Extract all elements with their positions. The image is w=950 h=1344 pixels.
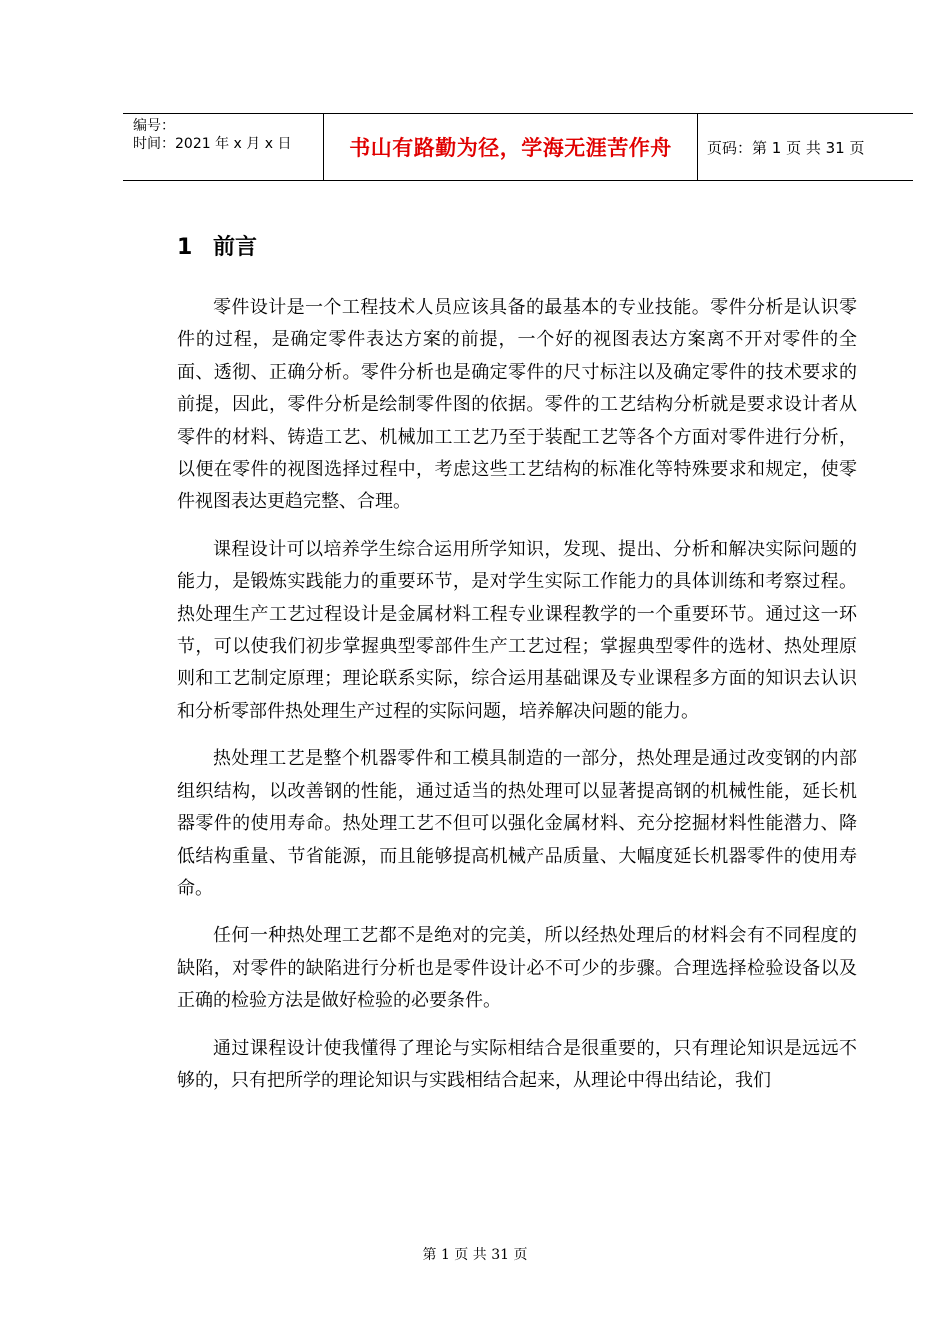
section-number: 1: [177, 235, 193, 260]
header-motto-cell: [324, 114, 698, 180]
paragraph: 通过课程设计使我懂得了理论与实际相结合是很重要的，只有理论知识是远远不够的，只有把所学的理论知识与实践相结合起来，从理论中得出结论，我们: [177, 1037, 857, 1091]
paragraph: 任何一种热处理工艺都不是绝对的完美，所以经热处理后的材料会有不同程度的缺陷，对零件的缺陷进行分析也是零件设计必不可少的步骤。合理选择检验设备以及正确的检验方法是做好检验的必要条件。: [177, 925, 857, 1012]
page-footer: 第 1 页 共 31 页: [422, 1247, 528, 1263]
header-page-cell: [698, 114, 913, 180]
header-page-info: 页码：第 1 页 共 31 页: [707, 138, 865, 157]
header-meta-cell: [123, 114, 324, 180]
header-motto: 书山有路勤为径，学海无涯苦作舟: [349, 136, 672, 160]
document-time-label: 时间：2021 年 x 月 x 日: [133, 136, 292, 152]
body-text: [177, 292, 857, 1112]
paragraph: 零件设计是一个工程技术人员应该具备的最基本的专业技能。零件分析是认识零件的过程，是确定零件表达方案的前提，一个好的视图表达方案离不开对零件的全面、透彻、正确分析。零件分析也是确定零件的尺寸标注以及确定零件的技术要求的前提，因此，零件分析是绘制零件图的依据。零件的工艺结构分析就是要求设计者从零件的材料、铸造工艺、机械加工工艺乃至于装配工艺等各个方面对零件进行分析，以便在零件的视图选择过程中，考虑这些工艺结构的标准化等特殊要求和规定，使零件视图表达更趋完整、合理。: [177, 297, 857, 513]
paragraph: 热处理工艺是整个机器零件和工模具制造的一部分，热处理是通过改变钢的内部组织结构，以改善钢的性能，通过适当的热处理可以显著提高钢的机械性能，延长机器零件的使用寿命。热处理工艺不但可以强化金属材料、充分挖掘材料性能潜力、降低结构重量、节省能源，而且能够提高机械产品质量、大幅度延长机器零件的使用寿命。: [177, 748, 857, 899]
document-number-label: 编号：: [133, 118, 175, 134]
section-title: 前言: [213, 235, 258, 260]
section-heading: [177, 230, 257, 261]
paragraph: 课程设计可以培养学生综合运用所学知识，发现、提出、分析和解决实际问题的能力，是锻炼实践能力的重要环节，是对学生实际工作能力的具体训练和考察过程。热处理生产工艺过程设计是金属材料工程专业课程教学的一个重要环节。通过这一环节，可以使我们初步掌握典型零部件生产工艺过程；掌握典型零件的选材、热处理原则和工艺制定原理；理论联系实际，综合运用基础课及专业课程多方面的知识去认识和分析零部件热处理生产过程的实际问题，培养解决问题的能力。: [177, 538, 857, 722]
document-header: [123, 113, 913, 181]
